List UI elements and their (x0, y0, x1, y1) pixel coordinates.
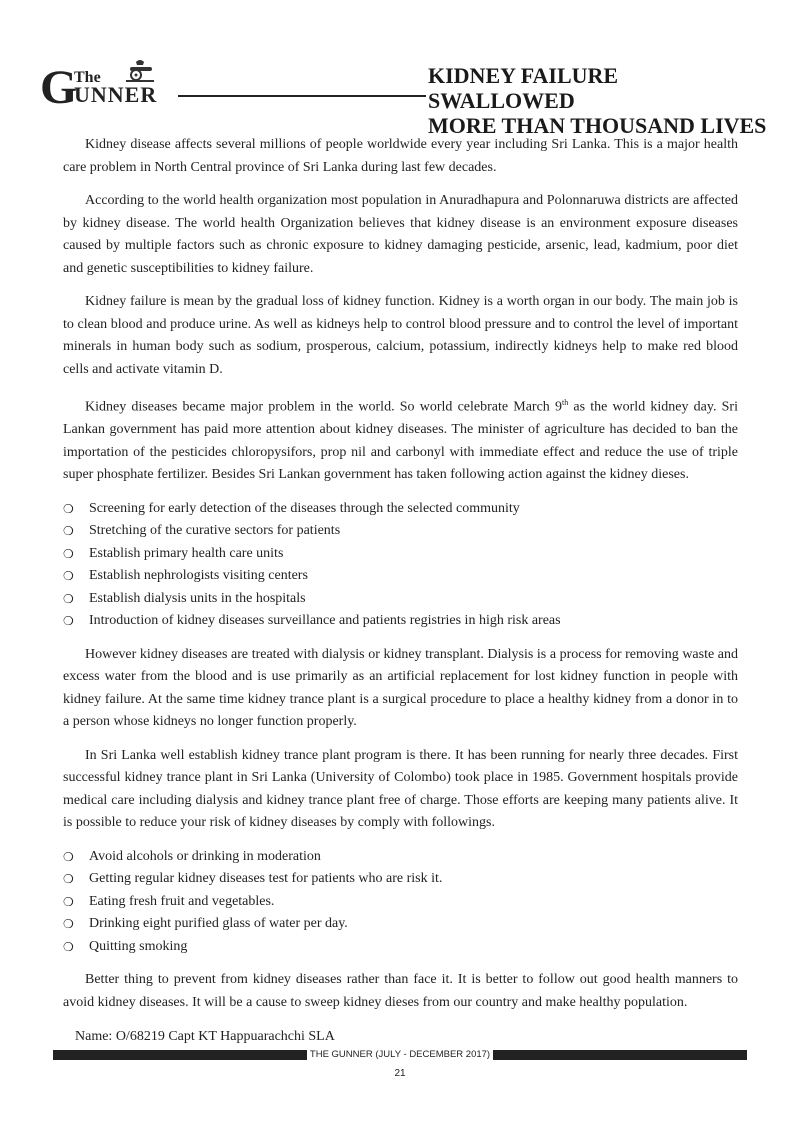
circle-bullet-icon: ❍ (63, 614, 74, 629)
author-name: Name: O/68219 Capt KT Happuarachchi SLA (75, 1029, 335, 1045)
list-item-text: Establish dialysis units in the hospitals (89, 590, 306, 606)
paragraph-2: According to the world health organization most population in Anuradhapura and Polonnaruwa districts are affected by kidney disease. The world health Organization believes that kidney disease is an environment exposure diseases caused by multiple factors such as chronic exposure to kidney damaging pesticide, arsenic, lead, kadmium, poor diet and genetic susceptibilities to kidney failure. (63, 193, 738, 276)
footer-bar-left (53, 1050, 307, 1060)
footer-bar-right (493, 1050, 747, 1060)
title-line-1: KIDNEY FAILURE SWALLOWED (428, 63, 619, 113)
circle-bullet-icon: ❍ (63, 501, 74, 516)
paragraph-4-part-b: as the world kidney day. Sri Lankan government has paid more attention about kidney diseases. The minister of agriculture has decided to ban the importation of the pesticides chloropysifors, prop nil and carbonyl with immediate effect and reduce the use of triple super phosphate fertilizer. Besides Sri Lankan government has taken following action against the kidney dieses. (63, 399, 738, 483)
list-item (63, 868, 738, 891)
paragraph-3: Kidney failure is mean by the gradual loss of kidney function. Kidney is a worth organ in our body. The main job is to clean blood and produce urine. As well as kidneys help to control blood pressure and to control the level of important minerals in human body such as sodium, prosperous, calcium, potassium, indirectly kidneys help to make red blood cells and activate vitamin D. (63, 294, 738, 377)
article-body (63, 134, 738, 1049)
article-title (428, 63, 768, 138)
circle-bullet-icon: ❍ (63, 569, 74, 584)
paragraph-7: Better thing to prevent from kidney diseases rather than face it. It is better to follow out good health manners to avoid kidney diseases. It will be a cause to sweep kidney dieses from our country and make healthy population. (63, 972, 738, 1010)
list-item-text: Establish primary health care units (89, 545, 284, 561)
list-item (63, 610, 738, 633)
list-item (63, 588, 738, 611)
list-item-text: Screening for early detection of the diseases through the selected community (89, 500, 520, 516)
paragraph-6: In Sri Lanka well establish kidney trance plant program is there. It has been running for nearly three decades. First successful kidney trance plant in Sri Lanka (University of Colombo) took place in 1985. Government hospitals provide medical care including dialysis and kidney trance plant free of charge. Those efforts are keeping many patients alive. It is possible to reduce your risk of kidney diseases by comply with followings. (63, 747, 738, 831)
logo-the: The (74, 69, 101, 86)
title-line-2: MORE THAN THOUSAND LIVES (428, 113, 767, 138)
footer-bar (53, 1048, 747, 1061)
superscript-th: th (561, 398, 569, 407)
list-item (63, 543, 738, 566)
government-actions-list (63, 498, 738, 633)
list-item-text: Eating fresh fruit and vegetables. (89, 893, 275, 909)
list-item (63, 520, 738, 543)
list-item (63, 846, 738, 869)
list-item-text: Avoid alcohols or drinking in moderation (89, 848, 321, 864)
paragraph-1: Kidney disease affects several millions of people worldwide every year including Sri Lanka. This is a major health care problem in North Central province of Sri Lanka during last few decades. (63, 137, 738, 175)
paragraph-4 (63, 392, 738, 487)
circle-bullet-icon: ❍ (63, 894, 74, 909)
list-item-text: Establish nephrologists visiting centers (89, 568, 308, 584)
circle-bullet-icon: ❍ (63, 939, 74, 954)
list-item-text: Getting regular kidney diseases test for patients who are risk it. (89, 871, 443, 887)
prevention-tips-list (63, 846, 738, 959)
cannon-emblem-icon (122, 58, 158, 84)
list-item-text: Quitting smoking (89, 938, 188, 954)
paragraph-5: However kidney diseases are treated with dialysis or kidney transplant. Dialysis is a process for removing waste and excess water from the blood and is use primarily as an artificial replacement for lost kidney function in people with kidney failure. At the same time kidney trance plant is a surgical procedure to place a healthy kidney from a donor in to a person whose kidneys no longer function properly. (63, 646, 738, 730)
list-item (63, 565, 738, 588)
list-item (63, 913, 738, 936)
list-item-text: Introduction of kidney diseases surveillance and patients registries in high risk areas (89, 613, 561, 629)
circle-bullet-icon: ❍ (63, 872, 74, 887)
footer-publication: THE GUNNER (JULY - DECEMBER 2017) (309, 1049, 491, 1060)
list-item-text: Stretching of the curative sectors for patients (89, 523, 341, 539)
page-number: 21 (394, 1068, 406, 1079)
list-item (63, 891, 738, 914)
paragraph-4-part-a: Kidney diseases became major problem in the world. So world celebrate March 9 (85, 399, 562, 415)
logo-letter-g: G (40, 61, 78, 114)
gunner-logo (40, 60, 180, 114)
circle-bullet-icon: ❍ (63, 546, 74, 561)
circle-bullet-icon: ❍ (63, 591, 74, 606)
circle-bullet-icon: ❍ (63, 917, 74, 932)
circle-bullet-icon: ❍ (63, 849, 74, 864)
circle-bullet-icon: ❍ (63, 524, 74, 539)
list-item-text: Drinking eight purified glass of water per day. (89, 916, 348, 932)
logo-unner: UNNER (74, 82, 158, 107)
list-item (63, 498, 738, 521)
header-rule (178, 95, 426, 97)
list-item (63, 936, 738, 959)
